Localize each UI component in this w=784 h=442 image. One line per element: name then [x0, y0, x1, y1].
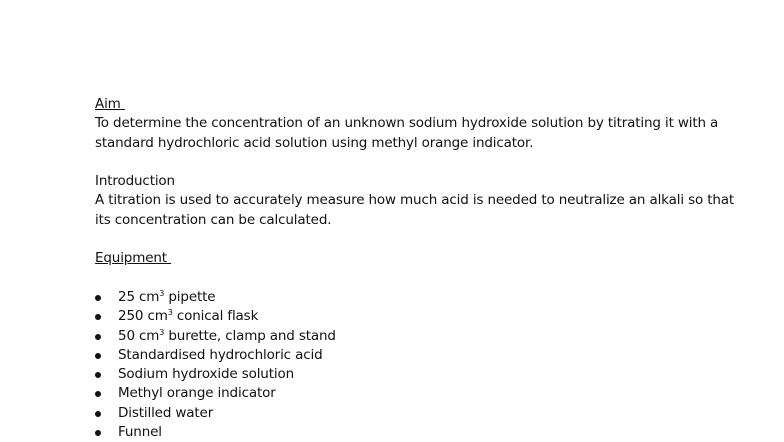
document-body [95, 95, 735, 442]
bullet-icon [95, 353, 101, 359]
aim-heading: Aim [95, 96, 121, 112]
bullet-icon [95, 334, 101, 340]
aim-text: To determine the concentration of an unknown sodium hydroxide solution by titrating it with a standard hydrochloric acid solution using methyl orange indicator. [95, 115, 719, 151]
bullet-icon [95, 372, 101, 378]
bullet-icon [95, 430, 101, 436]
equipment-item: 25 $cm^3$ pipette [95, 288, 735, 307]
equipment-item: Methyl orange indicator [95, 384, 735, 403]
equipment-item: 250 $cm^3$ conical flask [95, 307, 735, 326]
equipment-heading: Equipment [95, 250, 167, 267]
introduction-heading: Introduction [95, 173, 175, 190]
bullet-icon [95, 295, 101, 301]
spacer [95, 230, 735, 249]
bullet-icon [95, 411, 101, 417]
spacer [95, 153, 735, 172]
introduction-text: A titration is used to accurately measure how much acid is needed to neutralize an alkali so that its concentration can be calculated. [95, 192, 735, 228]
bullet-icon [95, 314, 101, 320]
bullet-icon [95, 391, 101, 397]
equipment-item: Distilled water [95, 404, 735, 423]
equipment-list [95, 288, 735, 442]
spacer [95, 269, 735, 288]
equipment-item: 50 $cm^3$ burette, clamp and stand [95, 327, 735, 346]
equipment-item: Funnel [95, 423, 735, 442]
equipment-item: Standardised hydrochloric acid [95, 346, 735, 365]
equipment-item: Sodium hydroxide solution [95, 365, 735, 384]
